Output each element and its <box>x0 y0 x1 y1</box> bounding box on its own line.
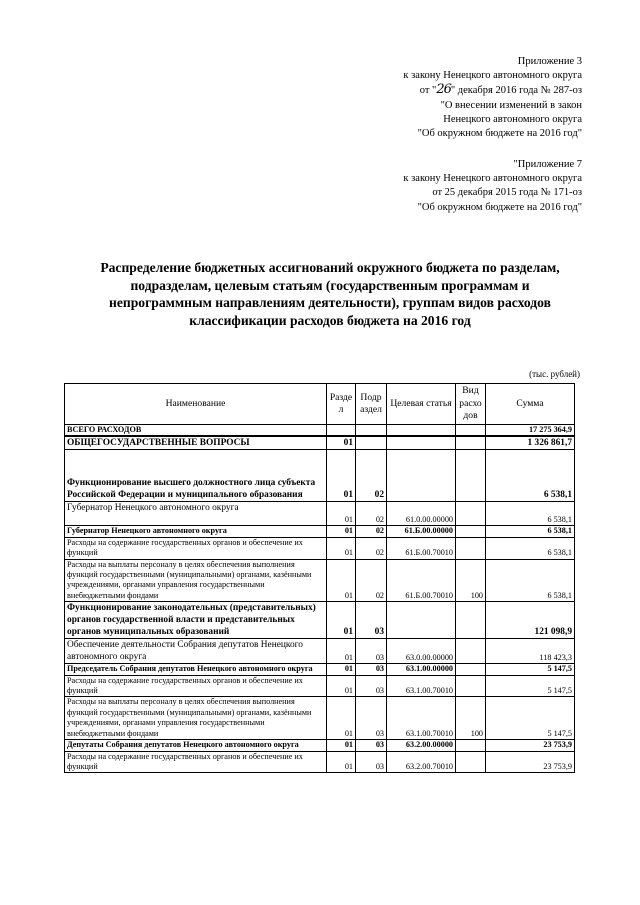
table-row <box>65 751 575 773</box>
row-podrazdel: 03 <box>356 751 387 773</box>
annex-3-line-3 <box>403 83 582 98</box>
annex-3-line-2: к закону Ненецкого автономного округа <box>403 70 582 82</box>
row-name: ОБЩЕГОСУДАРСТВЕННЫЕ ВОПРОСЫ <box>65 436 327 450</box>
row-sum: 5 147,5 <box>486 675 575 697</box>
header-sum: Сумма <box>486 384 575 425</box>
row-razdel <box>327 425 356 437</box>
row-razdel: 01 <box>327 697 356 740</box>
row-sum: 6 538,1 <box>486 450 575 502</box>
row-sum: 5 147,5 <box>486 697 575 740</box>
row-podrazdel: 02 <box>356 502 387 526</box>
row-target-article: 61.Б.00.70010 <box>387 559 456 602</box>
header-razdel: Разде л <box>327 384 356 425</box>
row-expense-type <box>456 602 486 639</box>
row-razdel: 01 <box>327 537 356 559</box>
row-name: ВСЕГО РАСХОДОВ <box>65 425 327 437</box>
row-podrazdel: 02 <box>356 559 387 602</box>
row-target-article: 61.Б.00.70010 <box>387 537 456 559</box>
row-target-article: 61.0.00.00000 <box>387 502 456 526</box>
table-row <box>65 502 575 526</box>
table-row <box>65 602 575 639</box>
row-sum: 1 326 861,7 <box>486 436 575 450</box>
row-razdel: 01 <box>327 664 356 675</box>
table-row <box>65 639 575 664</box>
annex-7-line-3: от 25 декабря 2015 года № 171-оз <box>432 187 582 199</box>
row-sum: 6 538,1 <box>486 502 575 526</box>
header-name: Наименование <box>65 384 327 425</box>
row-razdel: 01 <box>327 559 356 602</box>
row-podrazdel: 02 <box>356 537 387 559</box>
row-razdel: 01 <box>327 675 356 697</box>
table-row <box>65 697 575 740</box>
row-expense-type <box>456 664 486 675</box>
row-sum: 23 753,9 <box>486 751 575 773</box>
row-target-article <box>387 602 456 639</box>
row-name: Расходы на содержание государственных органов и обеспечение их функций <box>65 751 327 773</box>
annex-3-header <box>403 55 582 141</box>
title-line-3: непрограммным направлениям деятельности), группам видов расходов <box>109 295 551 311</box>
row-expense-type <box>456 526 486 537</box>
annex-3-date-suffix: " декабря 2016 года № 287-оз <box>450 85 582 97</box>
annex-7-line-4: "Об окружном бюджете на 2016 год" <box>417 201 582 213</box>
row-razdel: 01 <box>327 602 356 639</box>
row-target-article: 63.1.00.70010 <box>387 675 456 697</box>
row-podrazdel: 03 <box>356 602 387 639</box>
row-expense-type <box>456 740 486 751</box>
row-razdel: 01 <box>327 526 356 537</box>
row-name: Обеспечение деятельности Собрания депутатов Ненецкого автономного округа <box>65 639 327 664</box>
handwritten-day: 26 <box>436 82 451 98</box>
units-label: (тыс. рублей) <box>529 369 580 379</box>
row-expense-type <box>456 502 486 526</box>
title-line-4: классификации расходов бюджета на 2016 год <box>189 312 471 328</box>
header-expense-type: Вид расхо дов <box>456 384 486 425</box>
annex-3-line-4: "О внесении изменений в закон <box>440 99 582 111</box>
row-target-article: 63.0.00.00000 <box>387 639 456 664</box>
annex-7-line-2: к закону Ненецкого автономного округа <box>403 173 582 185</box>
header-podrazdel: Подр аздел <box>356 384 387 425</box>
row-podrazdel <box>356 425 387 437</box>
header-target-article: Целевая статья <box>387 384 456 425</box>
table-header-row <box>65 384 575 425</box>
table-row <box>65 740 575 751</box>
row-name: Расходы на содержание государственных органов и обеспечение их функций <box>65 675 327 697</box>
annex-7-line-1: "Приложение 7 <box>513 159 582 170</box>
row-expense-type <box>456 537 486 559</box>
annex-3-date-prefix: от " <box>419 85 437 97</box>
row-name: Губернатор Ненецкого автономного округа <box>65 502 327 526</box>
row-target-article: 63.1.00.70010 <box>387 697 456 740</box>
row-podrazdel: 02 <box>356 450 387 502</box>
row-name: Функционирование высшего должностного лица субъекта Российской Федерации и муниципального образования <box>65 450 327 502</box>
row-razdel: 01 <box>327 436 356 450</box>
row-expense-type <box>456 436 486 450</box>
row-expense-type <box>456 751 486 773</box>
row-podrazdel: 03 <box>356 675 387 697</box>
table-row <box>65 559 575 602</box>
annex-3-line-5: Ненецкого автономного округа <box>443 113 582 125</box>
row-name: Губернатор Ненецкого автономного округа <box>65 526 327 537</box>
document-title <box>60 259 600 329</box>
row-razdel: 01 <box>327 740 356 751</box>
row-expense-type: 100 <box>456 559 486 602</box>
table-row <box>65 425 575 437</box>
annex-7-header <box>403 158 582 215</box>
row-target-article: 61.Б.00.00000 <box>387 526 456 537</box>
row-razdel: 01 <box>327 751 356 773</box>
row-podrazdel <box>356 436 387 450</box>
row-razdel: 01 <box>327 450 356 502</box>
annex-3-line-1: Приложение 3 <box>517 56 582 67</box>
row-name: Депутаты Собрания депутатов Ненецкого автономного округа <box>65 740 327 751</box>
row-sum: 6 538,1 <box>486 559 575 602</box>
row-name: Функционирование законодательных (представительных) органов государственной власти и представительных органов муниципальных образований <box>65 602 327 639</box>
row-sum: 6 538,1 <box>486 526 575 537</box>
row-name: Расходы на выплаты персоналу в целях обеспечения выполнения функций государственными (муниципальными) органами, казёнными учреждениями, органами управления государственными внебюджетными фондами <box>65 559 327 602</box>
row-sum: 118 423,3 <box>486 639 575 664</box>
table-row <box>65 664 575 675</box>
row-name: Расходы на выплаты персоналу в целях обеспечения выполнения функций государственными (муниципальными) органами, казёнными учреждениями, органами управления государственными внебюджетными фондами <box>65 697 327 740</box>
title-line-1: Распределение бюджетных ассигнований окружного бюджета по разделам, <box>100 260 560 275</box>
row-target-article <box>387 450 456 502</box>
row-target-article <box>387 425 456 437</box>
row-sum: 121 098,9 <box>486 602 575 639</box>
row-razdel: 01 <box>327 502 356 526</box>
row-podrazdel: 03 <box>356 639 387 664</box>
row-expense-type <box>456 639 486 664</box>
table-row <box>65 450 575 502</box>
row-expense-type: 100 <box>456 697 486 740</box>
table-row <box>65 537 575 559</box>
row-target-article: 63.2.00.70010 <box>387 751 456 773</box>
row-name: Расходы на содержание государственных органов и обеспечение их функций <box>65 537 327 559</box>
row-target-article: 63.1.00.00000 <box>387 664 456 675</box>
row-sum: 17 275 364,9 <box>486 425 575 437</box>
row-sum: 6 538,1 <box>486 537 575 559</box>
row-expense-type <box>456 425 486 437</box>
row-sum: 23 753,9 <box>486 740 575 751</box>
row-razdel: 01 <box>327 639 356 664</box>
table-row <box>65 436 575 450</box>
row-expense-type <box>456 450 486 502</box>
row-podrazdel: 03 <box>356 697 387 740</box>
row-podrazdel: 03 <box>356 740 387 751</box>
row-podrazdel: 02 <box>356 526 387 537</box>
row-target-article: 63.2.00.00000 <box>387 740 456 751</box>
table-row <box>65 526 575 537</box>
row-name: Председатель Собрания депутатов Ненецкого автономного округа <box>65 664 327 675</box>
budget-table <box>64 383 575 773</box>
row-sum: 5 147,5 <box>486 664 575 675</box>
title-line-2: подразделам, целевым статьям (государственным программам и <box>130 277 530 293</box>
annex-3-line-6: "Об окружном бюджете на 2016 год" <box>417 128 582 140</box>
row-expense-type <box>456 675 486 697</box>
table-row <box>65 675 575 697</box>
row-podrazdel: 03 <box>356 664 387 675</box>
row-target-article <box>387 436 456 450</box>
